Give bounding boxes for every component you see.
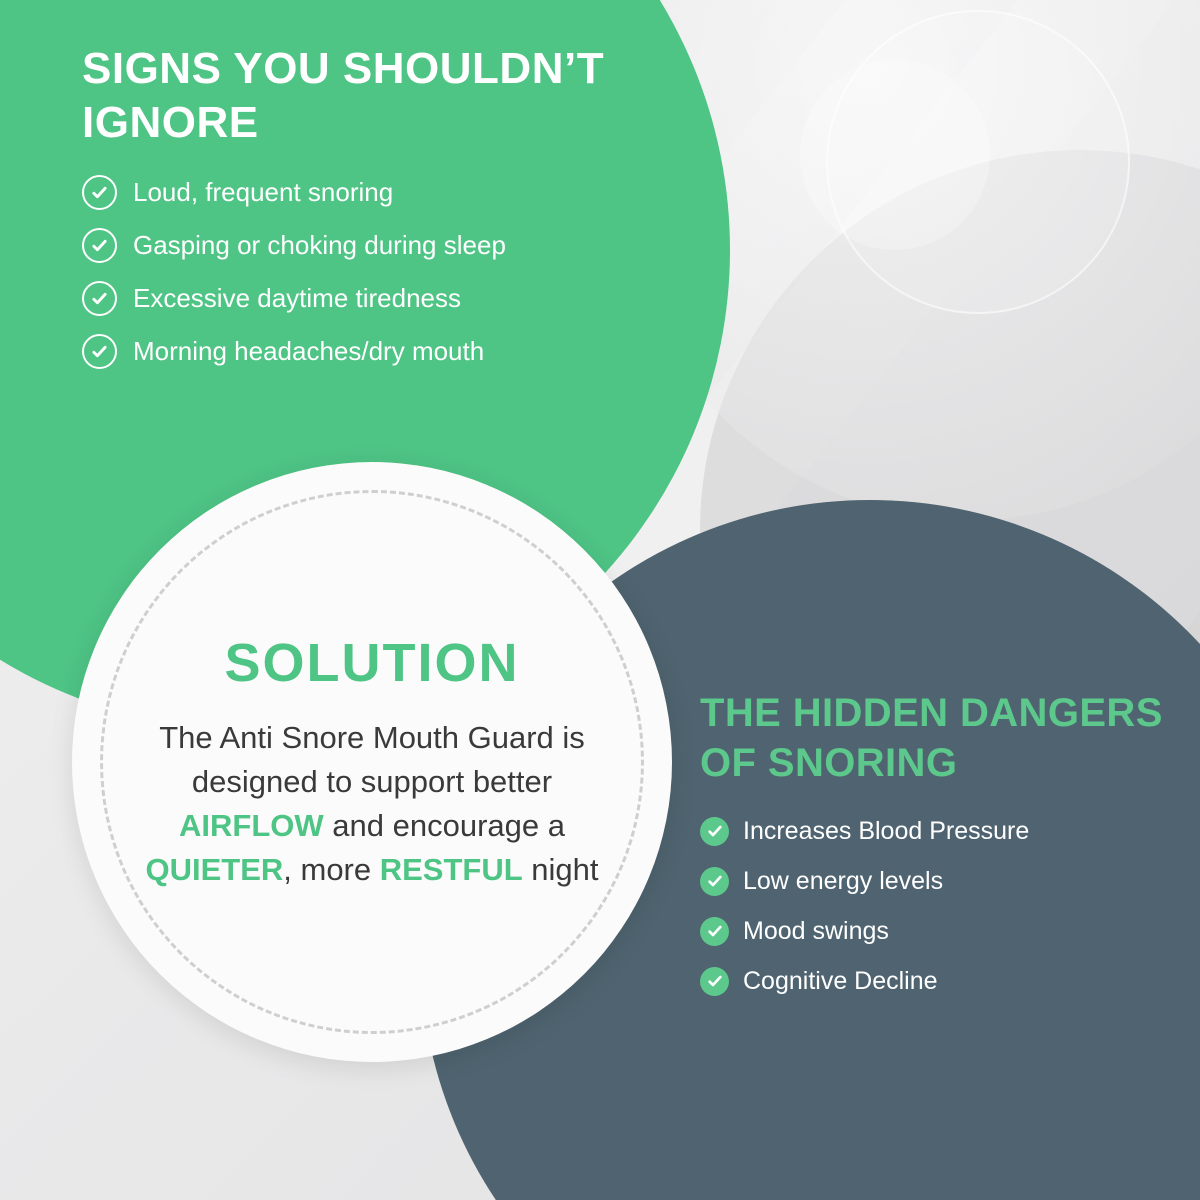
signs-list [82, 175, 682, 369]
solution-body-part: The Anti Snore Mouth Guard is designed to support better [159, 719, 585, 799]
solution-body-highlight-restful: RESTFUL [379, 852, 523, 888]
list-item [700, 966, 1170, 996]
check-icon [82, 228, 117, 263]
solution-card [72, 462, 672, 1062]
solution-body [137, 716, 607, 892]
check-icon [700, 967, 729, 996]
check-icon [700, 917, 729, 946]
list-item [700, 866, 1170, 896]
list-item [700, 916, 1170, 946]
solution-body-highlight-airflow: AIRFLOW [179, 808, 324, 843]
list-item [700, 816, 1170, 846]
dangers-panel-title: THE HIDDEN DANGERS OF SNORING [700, 691, 1163, 785]
list-item [82, 175, 682, 210]
list-item [82, 334, 682, 369]
background-circle-small [800, 60, 990, 250]
signs-list-item-label: Morning headaches/dry mouth [133, 336, 485, 367]
solution-title: SOLUTION [224, 632, 520, 693]
check-icon [82, 281, 117, 316]
solution-body-part: night [522, 852, 599, 888]
list-item [82, 281, 682, 316]
dangers-list [700, 816, 1170, 996]
dangers-list-item-label: Low energy levels [743, 867, 944, 895]
check-icon [700, 817, 729, 846]
signs-list-item-label: Excessive daytime tiredness [133, 283, 462, 314]
signs-panel-content [82, 42, 682, 387]
background-circle-outline [826, 10, 1130, 314]
list-item [82, 228, 682, 263]
dangers-list-item-label: Cognitive Decline [743, 967, 938, 995]
solution-body-part: and encourage a [323, 808, 565, 843]
check-icon [700, 867, 729, 896]
dangers-panel-content [700, 688, 1170, 1016]
signs-panel-title: SIGNS YOU SHOULDN’T IGNORE [82, 44, 605, 147]
dangers-list-item-label: Mood swings [743, 917, 889, 945]
dangers-list-item-label: Increases Blood Pressure [743, 817, 1030, 845]
check-icon [82, 334, 117, 369]
solution-body-highlight-quieter: QUIETER [145, 852, 284, 888]
signs-list-item-label: Loud, frequent snoring [133, 177, 394, 208]
signs-list-item-label: Gasping or choking during sleep [133, 230, 506, 261]
check-icon [82, 175, 117, 210]
solution-body-part: , more [283, 852, 380, 888]
